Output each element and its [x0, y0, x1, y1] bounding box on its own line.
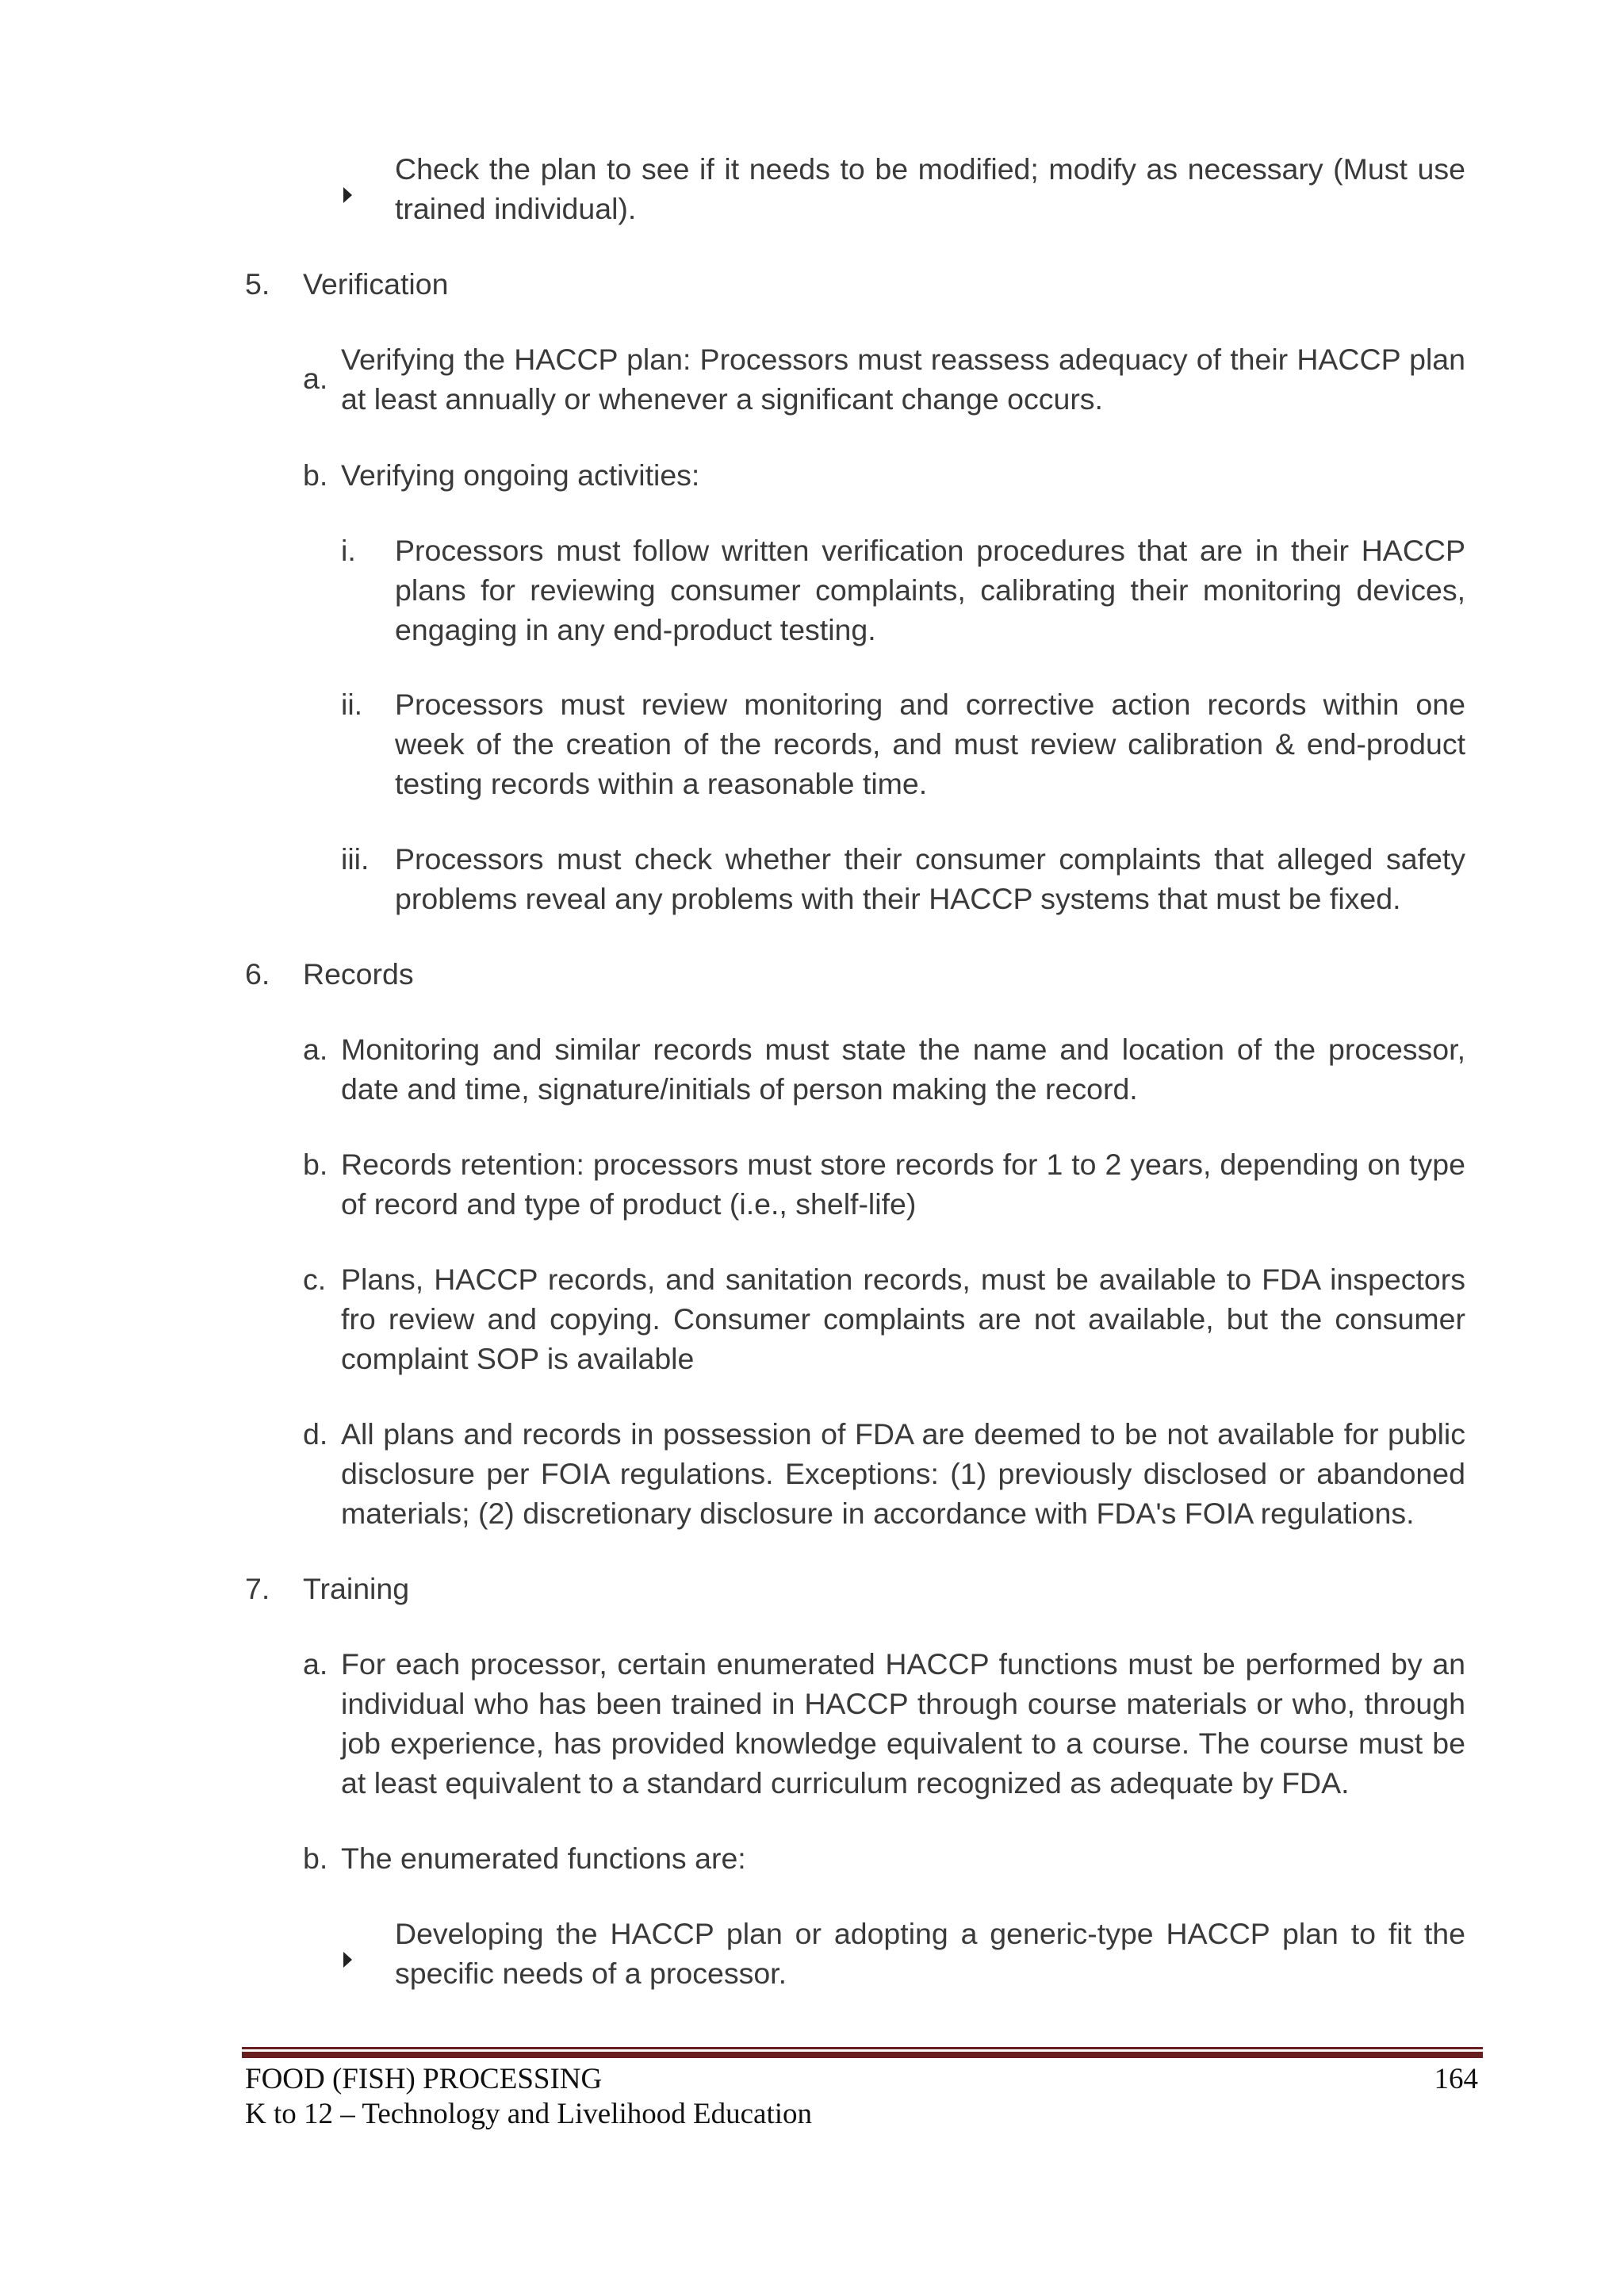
item-marker: a. [303, 1033, 328, 1066]
bullet-arrow-icon [343, 1952, 352, 1968]
bullet-arrow-icon [343, 187, 352, 203]
footer-title: FOOD (FISH) PROCESSING [245, 2063, 603, 2095]
item-marker: a. [303, 1647, 328, 1681]
item-paragraph: All plans and records in possession of FDA are deemed to be not available for public disclosure per FOIA regulations. Exceptions: (1) previously disclosed or abandoned materials; (2) discretionary disclosure in accordance with FDA's FOIA regulations. [341, 1417, 1465, 1530]
section-heading: Records [303, 957, 414, 991]
subitem-marker: iii. [341, 842, 370, 876]
item-paragraph: Monitoring and similar records must state the name and location of the processor, date and time, signature/initials of person making the record. [341, 1033, 1465, 1106]
subitem-paragraph: Processors must check whether their consumer complaints that alleged safety problems reveal any problems with their HACCP systems that must be fixed. [395, 842, 1465, 915]
section-number: 7. [245, 1572, 270, 1605]
item-paragraph: For each processor, certain enumerated HACCP functions must be performed by an individual who has been trained in HACCP through course materials or who, through job experience, has provided knowledge equivalent to a course. The course must be at least equivalent to a standard curriculum recognized as adequate by FDA. [341, 1647, 1465, 1800]
item-marker: b. [303, 458, 328, 492]
subitem-paragraph: Processors must review monitoring and corrective action records within one week of the creation of the records, and must review calibration & end-product testing records within a reasonable time. [395, 688, 1465, 800]
section-heading: Verification [303, 267, 449, 301]
footer-rule-thick [242, 2052, 1483, 2058]
footer-rule-thin [242, 2047, 1483, 2049]
item-paragraph: Plans, HACCP records, and sanitation records, must be available to FDA inspectors fro review and copying. Consumer complaints are not available, but the consumer complaint SOP is available [341, 1263, 1465, 1375]
item-paragraph: The enumerated functions are: [341, 1842, 746, 1875]
section-number: 5. [245, 267, 270, 301]
subitem-paragraph: Processors must follow written verification procedures that are in their HACCP plans for reviewing consumer complaints, calibrating their monitoring devices, engaging in any end-product testing. [395, 534, 1465, 646]
footer-subtitle: K to 12 – Technology and Livelihood Education [245, 2098, 813, 2130]
item-paragraph: Verifying ongoing activities: [341, 458, 700, 492]
item-paragraph: Verifying the HACCP plan: Processors must reassess adequacy of their HACCP plan at least annually or whenever a significant change occurs. [341, 343, 1465, 416]
section-heading: Training [303, 1572, 410, 1605]
item-marker: a. [303, 362, 328, 395]
item-marker: b. [303, 1148, 328, 1181]
subitem-marker: ii. [341, 688, 363, 721]
section-number: 6. [245, 957, 270, 991]
subitem-marker: i. [341, 534, 356, 567]
item-marker: d. [303, 1417, 328, 1451]
bullet-paragraph: Developing the HACCP plan or adopting a generic-type HACCP plan to fit the specific needs of a processor. [395, 1917, 1465, 1990]
item-marker: b. [303, 1842, 328, 1875]
page-number: 164 [1434, 2063, 1478, 2095]
bullet-paragraph: Check the plan to see if it needs to be modified; modify as necessary (Must use trained individual). [395, 152, 1465, 225]
item-paragraph: Records retention: processors must store records for 1 to 2 years, depending on type of record and type of product (i.e., shelf-life) [341, 1148, 1465, 1221]
item-marker: c. [303, 1263, 327, 1296]
